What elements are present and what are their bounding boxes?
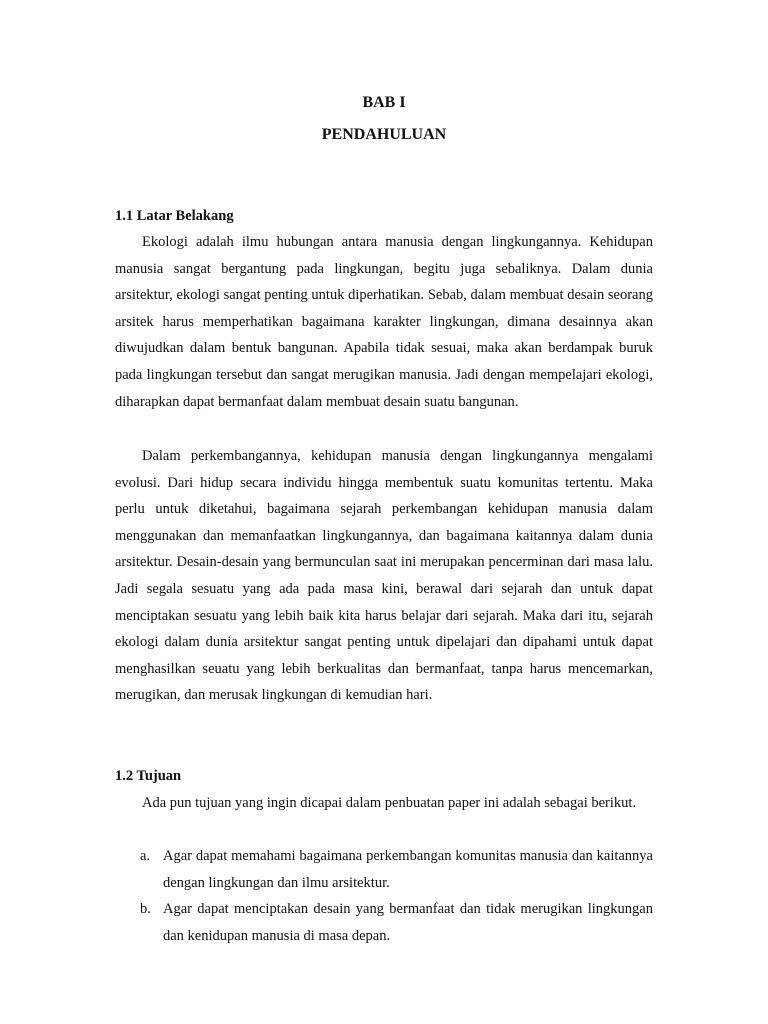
list-marker: b. xyxy=(140,901,151,918)
list-item-text: Agar dapat memahami bagaimana perkembangan komunitas manusia dan kaitannya dengan lingkungan dan ilmu arsitektur. xyxy=(163,848,653,891)
chapter-number: BAB I xyxy=(362,94,406,111)
paragraph-tujuan: Ada pun tujuan yang ingin dicapai dalam penbuatan paper ini adalah sebagai berikut. xyxy=(142,795,637,811)
paragraph-latar-belakang-2: Dalam perkembangannya, kehidupan manusia dengan lingkungannya mengalami evolusi. Dari hidup secara individu hingga membentuk suatu komunitas tertentu. Maka perlu untuk diketahui, bagaimana sejarah perkembangan kehidupan manusia dalam menggunakan dan memanfaatkan lingkungannya, dan bagaimana kaitannya dalam dunia arsitektur. Desain-desain yang bermunculan saat ini merupakan pencerminan dari masa lalu. Jadi segala sesuatu yang ada pada masa kini, berawal dari sejarah dan untuk dapat menciptakan sesuatu yang lebih baik kita harus belajar dari sejarah. Maka dari itu, sejarah ekologi dalam dunia arsitektur sangat penting untuk dipelajari dan dipahami untuk dapat menghasilkan seuatu yang lebih berkualitas dan bermanfaat, tanpa harus mencemarkan, merugikan, dan merusak lingkungan di kemudian hari. xyxy=(115,448,653,704)
section-title-tujuan: 1.2 Tujuan xyxy=(115,768,182,784)
list-item xyxy=(140,843,653,896)
list-marker: a. xyxy=(140,848,151,864)
list-item xyxy=(140,896,653,949)
tujuan-list xyxy=(140,843,653,949)
chapter-title: PENDAHULUAN xyxy=(321,126,447,143)
paragraph-latar-belakang-1: Ekologi adalah ilmu hubungan antara manusia dengan lingkungannya. Kehidupan manusia sangat bergantung pada lingkungan, begitu juga sebaliknya. Dalam dunia arsitektur, ekologi sangat penting untuk diperhatikan. Sebab, dalam membuat desain seorang arsitek harus memperhatikan bagaimana karakter lingkungan, dimana desainnya akan diwujudkan dalam bentuk bangunan. Apabila tidak sesuai, maka akan berdampak buruk pada lingkungan tersebut dan sangat merugikan manusia. Jadi dengan mempelajari ekologi, diharapkan dapat bermanfaat dalam membuat desain suatu bangunan. xyxy=(115,234,653,410)
section-title-latar-belakang: 1.1 Latar Belakang xyxy=(115,208,234,224)
list-item-text: Agar dapat menciptakan desain yang bermanfaat dan tidak merugikan lingkungan dan kenidupan manusia di masa depan. xyxy=(163,901,653,944)
